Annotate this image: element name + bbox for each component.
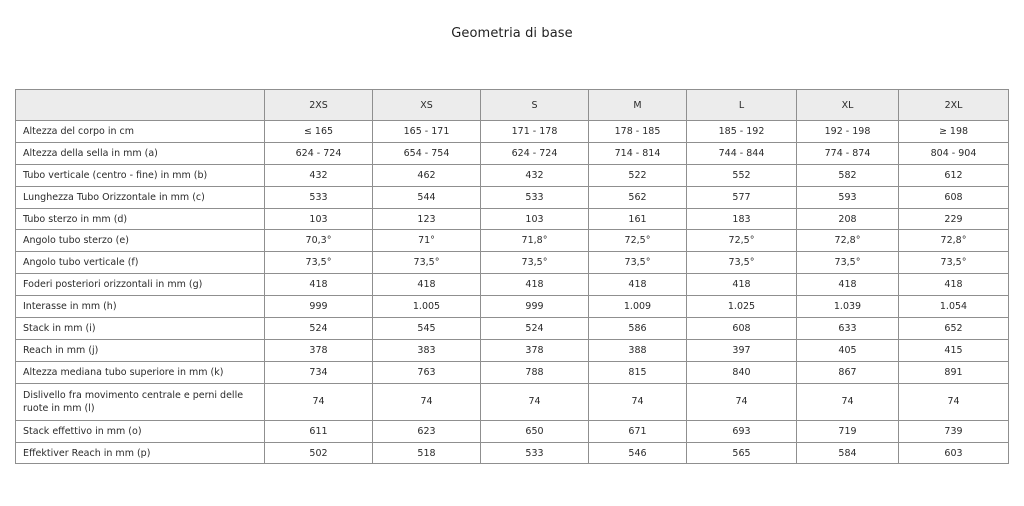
table-cell: 582 [797, 164, 899, 186]
table-cell: ≤ 165 [265, 121, 373, 143]
table-cell: 518 [373, 442, 481, 464]
table-cell: 584 [797, 442, 899, 464]
size-header: M [589, 90, 687, 121]
row-label: Altezza del corpo in cm [16, 121, 265, 143]
table-cell: 608 [687, 318, 797, 340]
table-cell: 774 - 874 [797, 142, 899, 164]
table-cell: 1.039 [797, 296, 899, 318]
table-cell: 74 [687, 383, 797, 420]
table-cell: 611 [265, 420, 373, 442]
size-header: XS [373, 90, 481, 121]
page-title: Geometria di base [451, 26, 573, 41]
table-row [16, 252, 1009, 274]
row-label: Effektiver Reach in mm (p) [16, 442, 265, 464]
table-cell: 383 [373, 339, 481, 361]
table-cell: 603 [899, 442, 1009, 464]
row-label: Lunghezza Tubo Orizzontale in mm (c) [16, 186, 265, 208]
table-cell: 586 [589, 318, 687, 340]
table-cell: 693 [687, 420, 797, 442]
row-label: Tubo sterzo in mm (d) [16, 208, 265, 230]
table-cell: 432 [265, 164, 373, 186]
geometry-table [15, 89, 1009, 464]
size-header: L [687, 90, 797, 121]
row-label: Foderi posteriori orizzontali in mm (g) [16, 274, 265, 296]
table-cell: 229 [899, 208, 1009, 230]
table-body [16, 121, 1009, 464]
table-cell: 72,8° [899, 230, 1009, 252]
table-cell: 418 [265, 274, 373, 296]
table-cell: 552 [687, 164, 797, 186]
row-label: Altezza mediana tubo superiore in mm (k) [16, 361, 265, 383]
table-cell: 562 [589, 186, 687, 208]
table-cell: 719 [797, 420, 899, 442]
table-cell: 72,8° [797, 230, 899, 252]
table-cell: 123 [373, 208, 481, 230]
table-row [16, 420, 1009, 442]
row-label: Stack effettivo in mm (o) [16, 420, 265, 442]
table-cell: 815 [589, 361, 687, 383]
table-row [16, 442, 1009, 464]
table-cell: 185 - 192 [687, 121, 797, 143]
table-cell: 1.054 [899, 296, 1009, 318]
table-cell: 397 [687, 339, 797, 361]
row-label: Angolo tubo sterzo (e) [16, 230, 265, 252]
table-cell: 624 - 724 [265, 142, 373, 164]
table-cell: 71° [373, 230, 481, 252]
table-cell: 624 - 724 [481, 142, 589, 164]
table-cell: 999 [481, 296, 589, 318]
table-cell: 612 [899, 164, 1009, 186]
table-cell: 546 [589, 442, 687, 464]
table-cell: 999 [265, 296, 373, 318]
table-cell: 192 - 198 [797, 121, 899, 143]
table-cell: 70,3° [265, 230, 373, 252]
table-cell: 161 [589, 208, 687, 230]
table-cell: 73,5° [265, 252, 373, 274]
table-cell: 178 - 185 [589, 121, 687, 143]
table-cell: 522 [589, 164, 687, 186]
table-row [16, 318, 1009, 340]
table-cell: 544 [373, 186, 481, 208]
table-cell: 739 [899, 420, 1009, 442]
table-cell: 418 [797, 274, 899, 296]
table-row [16, 164, 1009, 186]
table-cell: 650 [481, 420, 589, 442]
table-cell: 73,5° [687, 252, 797, 274]
table-cell: 418 [373, 274, 481, 296]
table-cell: 405 [797, 339, 899, 361]
table-cell: 74 [373, 383, 481, 420]
table-cell: 788 [481, 361, 589, 383]
table-row [16, 383, 1009, 420]
table-cell: 577 [687, 186, 797, 208]
table-cell: 72,5° [589, 230, 687, 252]
table-row [16, 186, 1009, 208]
row-label: Angolo tubo verticale (f) [16, 252, 265, 274]
table-cell: 565 [687, 442, 797, 464]
table-cell: 208 [797, 208, 899, 230]
header-blank-cell [16, 90, 265, 121]
table-cell: 1.005 [373, 296, 481, 318]
table-cell: ≥ 198 [899, 121, 1009, 143]
table-cell: 867 [797, 361, 899, 383]
row-label: Reach in mm (j) [16, 339, 265, 361]
table-row [16, 274, 1009, 296]
size-header: 2XS [265, 90, 373, 121]
table-row [16, 142, 1009, 164]
table-row [16, 121, 1009, 143]
table-cell: 418 [481, 274, 589, 296]
table-cell: 734 [265, 361, 373, 383]
table-cell: 654 - 754 [373, 142, 481, 164]
table-cell: 415 [899, 339, 1009, 361]
table-cell: 533 [481, 442, 589, 464]
size-header: XL [797, 90, 899, 121]
table-cell: 545 [373, 318, 481, 340]
table-cell: 74 [797, 383, 899, 420]
row-label: Interasse in mm (h) [16, 296, 265, 318]
row-label: Altezza della sella in mm (a) [16, 142, 265, 164]
table-cell: 74 [265, 383, 373, 420]
table-cell: 533 [265, 186, 373, 208]
table-cell: 73,5° [481, 252, 589, 274]
table-cell: 623 [373, 420, 481, 442]
table-cell: 183 [687, 208, 797, 230]
size-header: S [481, 90, 589, 121]
table-cell: 73,5° [797, 252, 899, 274]
table-cell: 72,5° [687, 230, 797, 252]
table-cell: 418 [687, 274, 797, 296]
table-cell: 891 [899, 361, 1009, 383]
table-cell: 378 [481, 339, 589, 361]
table-cell: 804 - 904 [899, 142, 1009, 164]
table-cell: 1.009 [589, 296, 687, 318]
table-cell: 103 [265, 208, 373, 230]
table-header-row [16, 90, 1009, 121]
table-cell: 744 - 844 [687, 142, 797, 164]
table-cell: 524 [481, 318, 589, 340]
table-row [16, 339, 1009, 361]
table-row [16, 208, 1009, 230]
table-cell: 671 [589, 420, 687, 442]
table-cell: 165 - 171 [373, 121, 481, 143]
table-cell: 533 [481, 186, 589, 208]
table-cell: 73,5° [373, 252, 481, 274]
table-cell: 73,5° [589, 252, 687, 274]
table-cell: 388 [589, 339, 687, 361]
table-cell: 73,5° [899, 252, 1009, 274]
row-label: Tubo verticale (centro - fine) in mm (b) [16, 164, 265, 186]
table-cell: 652 [899, 318, 1009, 340]
table-cell: 103 [481, 208, 589, 230]
table-cell: 714 - 814 [589, 142, 687, 164]
table-cell: 74 [899, 383, 1009, 420]
table-cell: 763 [373, 361, 481, 383]
table-cell: 462 [373, 164, 481, 186]
table-row [16, 296, 1009, 318]
table-cell: 840 [687, 361, 797, 383]
table-row [16, 230, 1009, 252]
table-cell: 418 [899, 274, 1009, 296]
row-label: Stack in mm (i) [16, 318, 265, 340]
table-cell: 608 [899, 186, 1009, 208]
table-cell: 502 [265, 442, 373, 464]
table-cell: 593 [797, 186, 899, 208]
table-cell: 524 [265, 318, 373, 340]
table-cell: 418 [589, 274, 687, 296]
table-cell: 74 [589, 383, 687, 420]
row-label: Dislivello fra movimento centrale e perni delle ruote in mm (l) [16, 383, 265, 420]
table-cell: 633 [797, 318, 899, 340]
table-cell: 1.025 [687, 296, 797, 318]
table-row [16, 361, 1009, 383]
table-cell: 432 [481, 164, 589, 186]
table-cell: 378 [265, 339, 373, 361]
table-cell: 171 - 178 [481, 121, 589, 143]
size-header: 2XL [899, 90, 1009, 121]
table-cell: 74 [481, 383, 589, 420]
table-cell: 71,8° [481, 230, 589, 252]
